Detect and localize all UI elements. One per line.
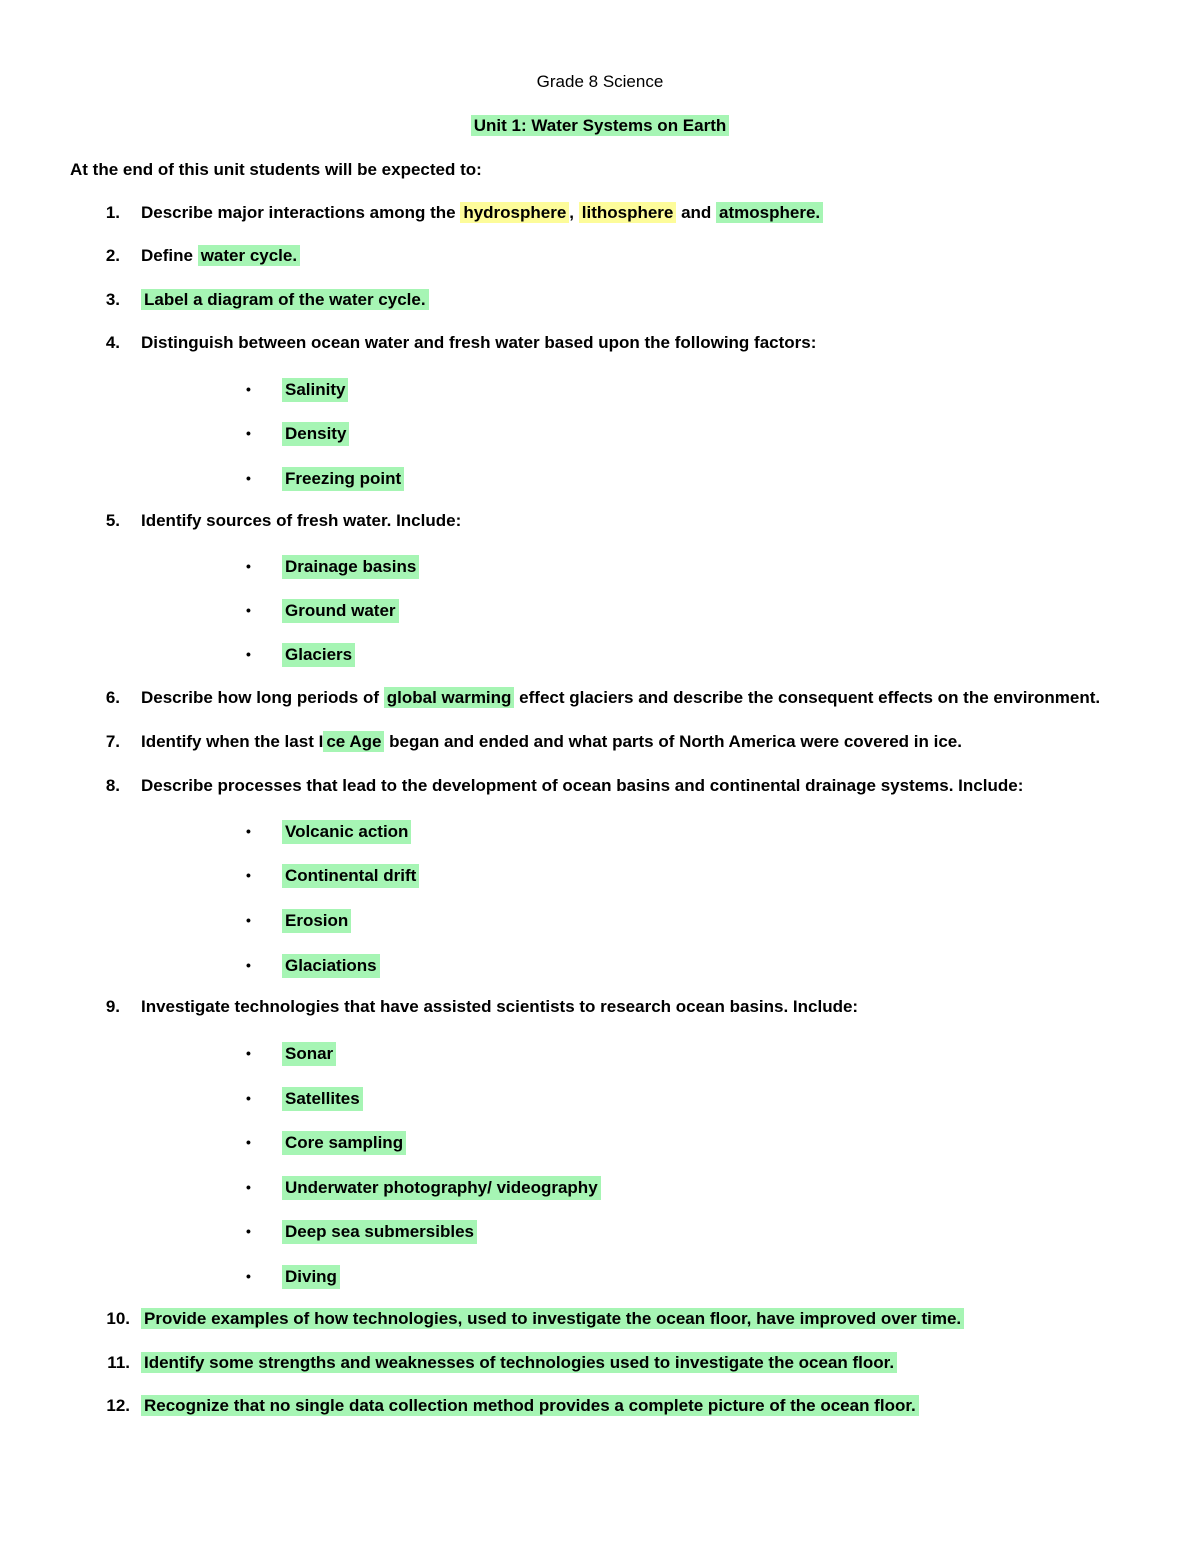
text-run: began and ended and what parts of North America were covered in ice. bbox=[384, 732, 962, 751]
highlight-green: Provide examples of how technologies, used to investigate the ocean floor, have improved over time. bbox=[141, 1308, 964, 1329]
objective-number: 2. bbox=[105, 246, 120, 265]
objective-text: Identify sources of fresh water. Include: bbox=[141, 511, 462, 530]
highlight-green: water cycle. bbox=[198, 245, 300, 266]
objective-text bbox=[141, 1352, 897, 1374]
list-item-text: Core sampling bbox=[282, 1131, 406, 1155]
list-item-text: Continental drift bbox=[282, 864, 419, 888]
highlight-yellow: lithosphere bbox=[579, 202, 677, 223]
objective-number: 9. bbox=[105, 997, 120, 1016]
objective-text bbox=[141, 202, 823, 224]
list-item-text: Ground water bbox=[282, 599, 399, 623]
list-item-text: Salinity bbox=[282, 378, 348, 402]
highlight-green: ce Age bbox=[323, 731, 384, 752]
highlight-green: Label a diagram of the water cycle. bbox=[141, 289, 429, 310]
objective-number: 10. bbox=[106, 1309, 130, 1328]
objective-text bbox=[141, 289, 429, 311]
bullet-icon: • bbox=[246, 912, 251, 928]
bullet-icon: • bbox=[246, 381, 251, 397]
bullet-icon: • bbox=[246, 602, 251, 618]
bullet-icon: • bbox=[246, 1223, 251, 1239]
highlight-green: atmosphere. bbox=[716, 202, 823, 223]
list-item-text: Deep sea submersibles bbox=[282, 1220, 477, 1244]
bullet-icon: • bbox=[246, 558, 251, 574]
list-item-text: Sonar bbox=[282, 1042, 336, 1066]
list-item-text: Density bbox=[282, 422, 349, 446]
objective-number: 12. bbox=[106, 1396, 130, 1415]
objective-text: Investigate technologies that have assisted scientists to research ocean basins. Include: bbox=[141, 997, 859, 1016]
highlight-green: Recognize that no single data collection method provides a complete picture of the ocean floor. bbox=[141, 1395, 919, 1416]
objective-number: 6. bbox=[105, 688, 120, 707]
text-run: Describe how long periods of bbox=[141, 688, 384, 707]
objective-number: 3. bbox=[105, 290, 120, 309]
objective-number: 8. bbox=[105, 776, 120, 795]
objective-text bbox=[141, 1308, 964, 1330]
list-item-text: Diving bbox=[282, 1265, 340, 1289]
bullet-icon: • bbox=[246, 1268, 251, 1284]
text-run: Describe major interactions among the bbox=[141, 203, 461, 222]
document-header: Grade 8 Science bbox=[536, 72, 664, 91]
highlight-green: Identify some strengths and weaknesses of technologies used to investigate the ocean floor. bbox=[141, 1352, 897, 1373]
bullet-icon: • bbox=[246, 1090, 251, 1106]
bullet-icon: • bbox=[246, 470, 251, 486]
text-run: Define bbox=[141, 246, 198, 265]
bullet-icon: • bbox=[246, 867, 251, 883]
text-run: and bbox=[676, 203, 717, 222]
bullet-icon: • bbox=[246, 646, 251, 662]
objective-text bbox=[141, 1395, 919, 1417]
bullet-icon: • bbox=[246, 1045, 251, 1061]
list-item-text: Volcanic action bbox=[282, 820, 411, 844]
objective-number: 4. bbox=[105, 333, 120, 352]
unit-title bbox=[0, 115, 1200, 137]
objective-text bbox=[141, 687, 1100, 709]
objective-number: 11. bbox=[107, 1353, 130, 1372]
list-item-text: Erosion bbox=[282, 909, 351, 933]
bullet-icon: • bbox=[246, 957, 251, 973]
list-item-text: Freezing point bbox=[282, 467, 404, 491]
text-run: Identify when the last I bbox=[141, 732, 324, 751]
objective-text bbox=[141, 731, 962, 753]
text-run: , bbox=[569, 203, 579, 222]
objective-number: 5. bbox=[105, 511, 120, 530]
bullet-icon: • bbox=[246, 823, 251, 839]
text-run: effect glaciers and describe the consequent effects on the environment. bbox=[514, 688, 1101, 707]
highlight-yellow: hydrosphere bbox=[460, 202, 569, 223]
intro-text: At the end of this unit students will be expected to: bbox=[70, 160, 482, 179]
list-item-text: Drainage basins bbox=[282, 555, 419, 579]
objective-text: Distinguish between ocean water and fresh water based upon the following factors: bbox=[141, 333, 817, 352]
list-item-text: Satellites bbox=[282, 1087, 363, 1111]
list-item-text: Glaciations bbox=[282, 954, 380, 978]
objective-text: Describe processes that lead to the development of ocean basins and continental drainage systems. Include: bbox=[141, 776, 1024, 795]
highlight-green: global warming bbox=[384, 687, 515, 708]
objective-text bbox=[141, 245, 300, 267]
unit-title-text: Unit 1: Water Systems on Earth bbox=[471, 115, 730, 136]
bullet-icon: • bbox=[246, 425, 251, 441]
objective-number: 7. bbox=[105, 732, 120, 751]
list-item-text: Glaciers bbox=[282, 643, 355, 667]
list-item-text: Underwater photography/ videography bbox=[282, 1176, 601, 1200]
bullet-icon: • bbox=[246, 1179, 251, 1195]
bullet-icon: • bbox=[246, 1134, 251, 1150]
objective-number: 1. bbox=[105, 203, 120, 222]
